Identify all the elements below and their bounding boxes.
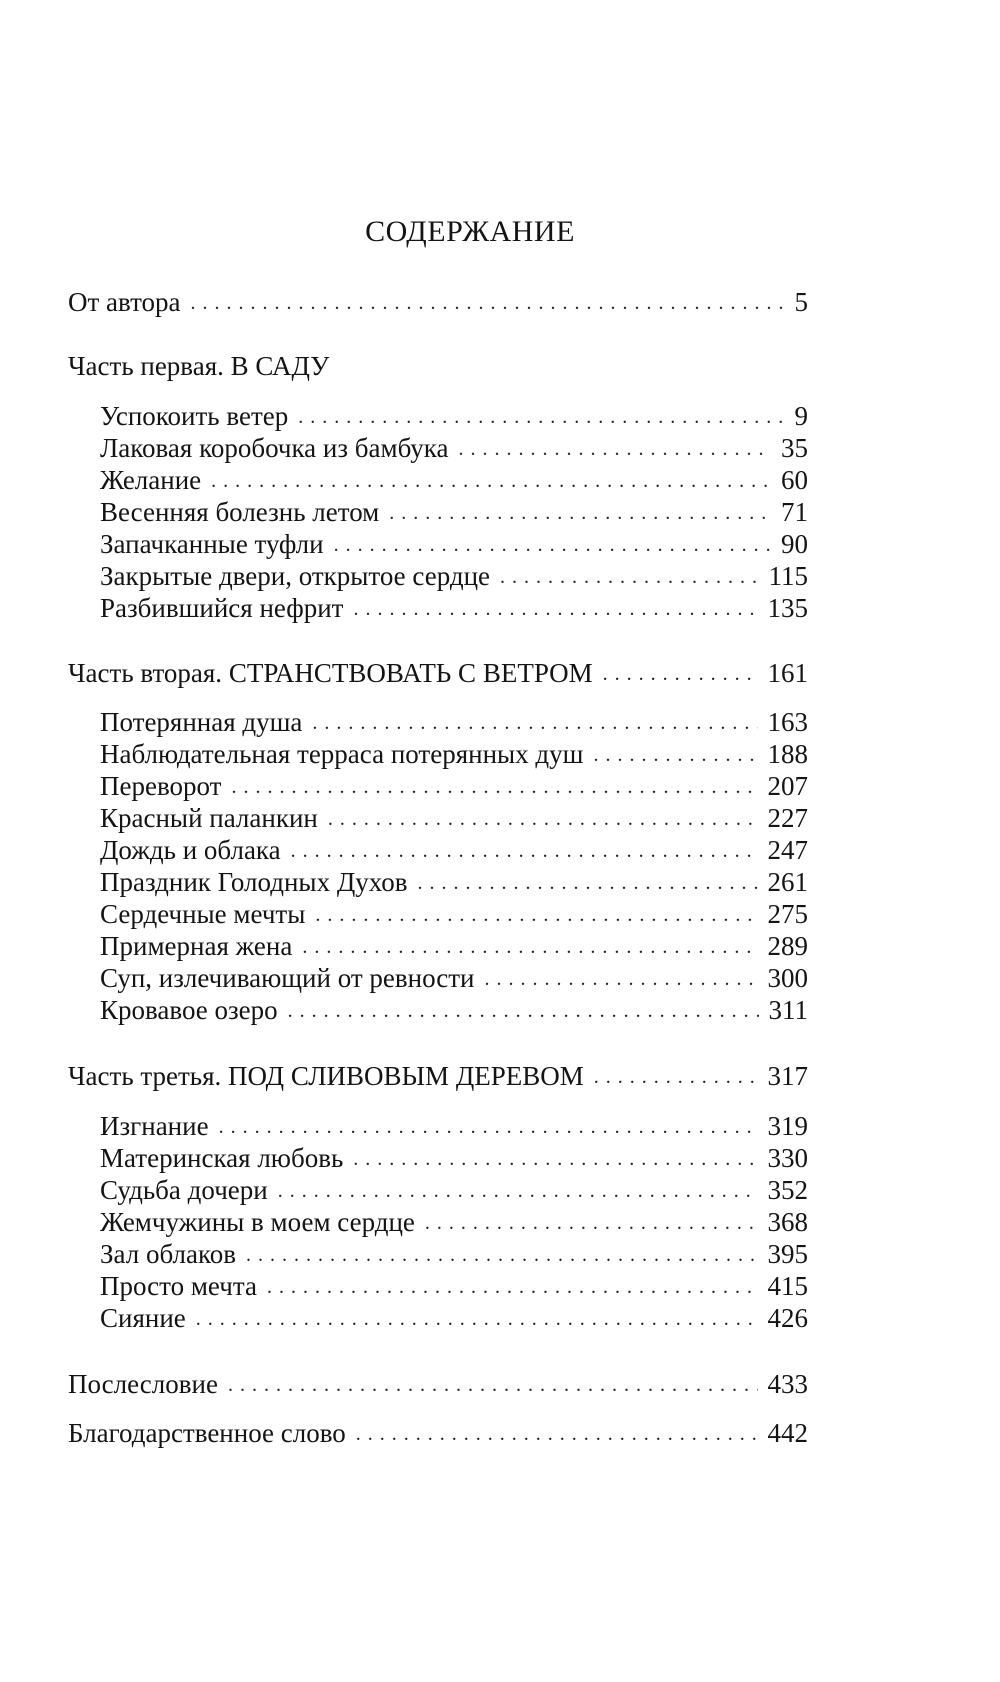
dot-leader [425,1207,758,1239]
toc-entry-label: Желание [100,465,202,495]
toc-entry-label: Разбившийся нефрит [100,593,344,623]
toc-entry-page: 330 [767,1143,808,1173]
dot-leader [219,1111,758,1143]
toc-entry-label: Запачканные туфли [100,529,324,559]
toc-entry[interactable] [100,802,808,834]
toc-entry-page: 300 [767,963,808,993]
toc-entry-page: 9 [794,401,808,431]
toc-entry-label: Кровавое озеро [100,995,278,1025]
toc-entry-preface[interactable] [68,286,808,318]
dot-leader [328,803,758,835]
dot-leader [246,1239,758,1271]
toc-entry-label: Лаковая коробочка из бамбука [100,433,449,463]
toc-entry[interactable] [100,1174,808,1206]
toc-entry-page: 289 [767,931,808,961]
toc-entry[interactable] [100,898,808,930]
toc-entry[interactable] [100,1206,808,1238]
toc-entry-page: 5 [794,287,808,317]
toc-entry-page: 442 [767,1418,808,1448]
toc-entry-page: 90 [781,529,808,559]
dot-leader [228,1369,758,1401]
part-prefix: Часть вторая. [68,658,223,688]
toc-entry-page: 319 [767,1111,808,1141]
toc-entry-page: 311 [768,995,808,1025]
toc-entry[interactable] [100,962,808,994]
dot-leader [291,835,758,867]
page-title: СОДЕРЖАНИЕ [365,215,575,248]
toc-entry[interactable] [100,866,808,898]
toc-entry-page: 71 [781,497,808,527]
dot-leader [593,739,757,771]
dot-leader [298,401,784,433]
toc-entry[interactable] [100,400,808,432]
toc-entry-label: Судьба дочери [100,1175,268,1205]
toc-entry[interactable] [100,994,808,1026]
toc-entry[interactable] [100,1302,808,1334]
toc-entry-page: 188 [767,739,808,769]
dot-leader [231,771,757,803]
dot-leader [302,931,757,963]
dot-leader [288,995,759,1027]
toc-entry-label: Переворот [100,771,222,801]
dot-leader [315,899,757,931]
dot-leader [196,1303,758,1335]
toc-entry-acknowledgements[interactable] [68,1417,808,1449]
dot-leader [356,1418,758,1450]
toc-entry-page: 433 [767,1369,808,1399]
toc-entry-label: Наблюдательная терраса потерянных душ [100,739,584,769]
dot-leader [278,1175,758,1207]
toc-entry-label: Зал облаков [100,1239,236,1269]
toc-entry-label: Дождь и облака [100,835,281,865]
dot-leader [211,465,771,497]
dot-leader [484,963,757,995]
toc-entry[interactable] [100,834,808,866]
dot-leader [267,1271,758,1303]
part-heading-1[interactable] [68,350,329,382]
toc-entry-page: 115 [768,561,808,591]
dot-leader [353,1143,757,1175]
toc-entry-page: 35 [781,433,808,463]
toc-entry[interactable] [100,592,808,624]
dot-leader [312,707,757,739]
toc-entry-label: Примерная жена [100,931,293,961]
toc-entry-afterword[interactable] [68,1368,808,1400]
dot-leader [389,497,771,529]
part-prefix: Часть первая. [68,351,224,381]
toc-entry-label: Жемчужины в моем сердце [100,1207,415,1237]
dot-leader [500,561,758,593]
toc-entry-label: Просто мечта [100,1271,257,1301]
toc-entry-page: 395 [767,1239,808,1269]
part-prefix: Часть третья. [68,1061,222,1091]
toc-entry-page: 368 [767,1207,808,1237]
toc-entry[interactable] [100,770,808,802]
toc-entry-page: 60 [781,465,808,495]
toc-entry-page: 415 [767,1271,808,1301]
toc-entry-page: 161 [767,658,808,688]
toc-entry-label: Весенняя болезнь летом [100,497,380,527]
toc-entry[interactable] [100,432,808,464]
toc-entry-label: Закрытые двери, открытое сердце [100,561,491,591]
toc-entry[interactable] [100,464,808,496]
toc-entry[interactable] [100,1238,808,1270]
toc-entry-label: Праздник Голодных Духов [100,867,408,897]
dot-leader [594,1061,758,1093]
toc-entry-page: 163 [767,707,808,737]
dot-leader [334,529,771,561]
toc-entry-label: Суп, излечивающий от ревности [100,963,475,993]
toc-entry-page: 275 [767,899,808,929]
toc-entry-label: Материнская любовь [100,1143,344,1173]
toc-entry-page: 261 [767,867,808,897]
toc-entry-page: 247 [767,835,808,865]
part-name: В САДУ [230,351,330,381]
toc-entry[interactable] [100,738,808,770]
dot-leader [191,287,785,319]
toc-entry-page: 207 [767,771,808,801]
part-name: СТРАНСТВОВАТЬ С ВЕТРОМ [228,658,593,688]
toc-entry-page: 135 [767,593,808,623]
toc-entry-label: Сердечные мечты [100,899,306,929]
toc-entry[interactable] [100,560,808,592]
part-name: ПОД СЛИВОВЫМ ДЕРЕВОМ [228,1061,584,1091]
toc-entry-label: Послесловие [68,1369,218,1399]
toc-entry-page: 227 [767,803,808,833]
toc-entry-label: Сияние [100,1303,186,1333]
toc-entry[interactable] [100,1270,808,1302]
toc-entry-page: 317 [767,1061,808,1091]
part-heading-3[interactable] [68,1060,808,1092]
toc-entry[interactable] [100,930,808,962]
toc-entry[interactable] [100,496,808,528]
dot-leader [353,593,757,625]
dot-leader [458,433,771,465]
toc-entry-label: Успокоить ветер [100,401,289,431]
toc-entry[interactable] [100,528,808,560]
toc-entry[interactable] [100,1110,808,1142]
toc-entry-label: Изгнание [100,1111,209,1141]
toc-entry[interactable] [100,706,808,738]
toc-entry-label: От автора [68,287,181,317]
part-heading-2[interactable] [68,657,808,689]
toc-entry[interactable] [100,1142,808,1174]
toc-entry-label: Благодарственное слово [68,1418,346,1448]
toc-entry-label: Потерянная душа [100,707,303,737]
toc-entry-label: Красный паланкин [100,803,318,833]
toc-entry-page: 426 [767,1303,808,1333]
dot-leader [417,867,757,899]
toc-entry-page: 352 [767,1175,808,1205]
dot-leader [603,658,758,690]
